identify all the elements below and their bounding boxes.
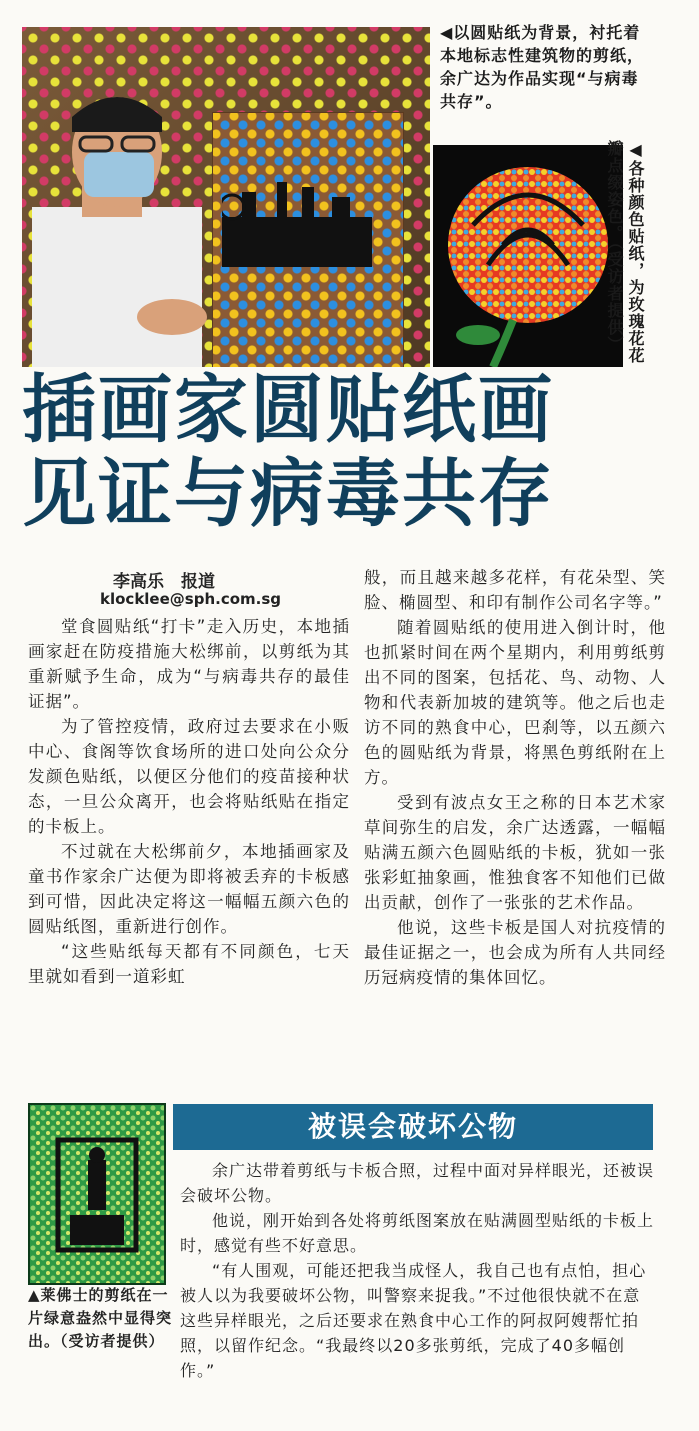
raffles-caption: ▲莱佛士的剪纸在一片绿意盎然中显得突出。（受访者提供） <box>28 1286 173 1350</box>
photo-caption-top: ◀以圆贴纸为背景，衬托着本地标志性建筑物的剪纸，余广达为作品实现“与病毒共存”。 <box>440 23 645 111</box>
byline: 李高乐 报道 <box>113 572 215 592</box>
subheading: 被误会破坏公物 <box>307 1110 518 1143</box>
article-column-1 <box>28 614 350 989</box>
paragraph: “有人围观，可能还把我当成怪人，我自己也有点怕，担心被人以为我要破坏公物，叫警察来捉我。”不过他很快就不在意这些异样眼光，之后还要求在熟食中心工作的阿叔阿嫂帮忙拍照，以留作纪念。“我最终以20多张剪纸，完成了40多幅创作。” <box>180 1261 647 1380</box>
rose-photo <box>433 145 623 367</box>
paragraph: 堂食圆贴纸“打卡”走入历史，本地插画家赶在防疫措施大松绑前，以剪纸为其重新赋予生命，成为“与病毒共存的最佳证据”。 <box>28 617 350 711</box>
paragraph: 般，而且越来越多花样，有花朵型、笑脸、椭圆型、和印有制作公司名字等。” <box>364 568 666 612</box>
artist-figure <box>22 57 212 367</box>
paragraph: 受到有波点女王之称的日本艺术家草间弥生的启发，余广达透露，一幅幅贴满五颜六色圆贴纸的卡板，犹如一张张彩虹抽象画，惟独食客不知他们已做出贡献，创作了一张张的艺术作品。 <box>364 793 666 912</box>
paragraph: “这些贴纸每天都有不同颜色，七天里就如看到一道彩虹 <box>28 942 350 986</box>
paragraph: 他说，这些卡板是国人对抗疫情的最佳证据之一，也会成为所有人共同经历冠病疫情的集体回忆。 <box>364 918 666 987</box>
raffles-papercut <box>30 1105 164 1283</box>
headline-line-2: 见证与病毒共存 <box>22 451 554 537</box>
skyline-papercut <box>222 177 372 267</box>
paragraph: 余广达带着剪纸与卡板合照，过程中面对异样眼光，还被误会破坏公物。 <box>180 1161 655 1205</box>
headline-line-1: 插画家圆贴纸画 <box>22 367 554 453</box>
paragraph: 他说，刚开始到各处将剪纸图案放在贴满圆型贴纸的卡板上时，感觉有些不好意思。 <box>180 1211 655 1255</box>
article-column-2 <box>364 565 666 990</box>
paragraph: 随着圆贴纸的使用进入倒计时，他也抓紧时间在两个星期内，利用剪纸剪出不同的图案，包括花、鸟、动物、人物和代表新加坡的建筑等。他之后也走访不同的熟食中心，巴刹等，以五颜六色的圆贴纸为背景，将黑色剪纸附在上方。 <box>364 618 666 787</box>
author-email: klocklee@sph.com.sg <box>100 590 282 608</box>
main-photo <box>22 27 430 367</box>
paragraph: 不过就在大松绑前夕，本地插画家及童书作家余广达便为即将被丢弃的卡板感到可惜，因此决定将这一幅幅五颜六色的圆贴纸图，重新进行创作。 <box>28 842 350 936</box>
photo-caption-rose: ◀各种颜色贴纸，为玫瑰花花瓣点缀姿色。（受访者提供） <box>605 140 645 364</box>
paragraph: 为了管控疫情，政府过去要求在小贩中心、食阁等饮食场所的进口处向公众分发颜色贴纸，以便区分他们的疫苗接种状态，一旦公众离开，也会将贴纸贴在指定的卡板上。 <box>28 717 350 836</box>
rose-sticker-art <box>433 145 623 367</box>
raffles-photo <box>28 1103 166 1285</box>
article-section-2 <box>180 1158 656 1383</box>
